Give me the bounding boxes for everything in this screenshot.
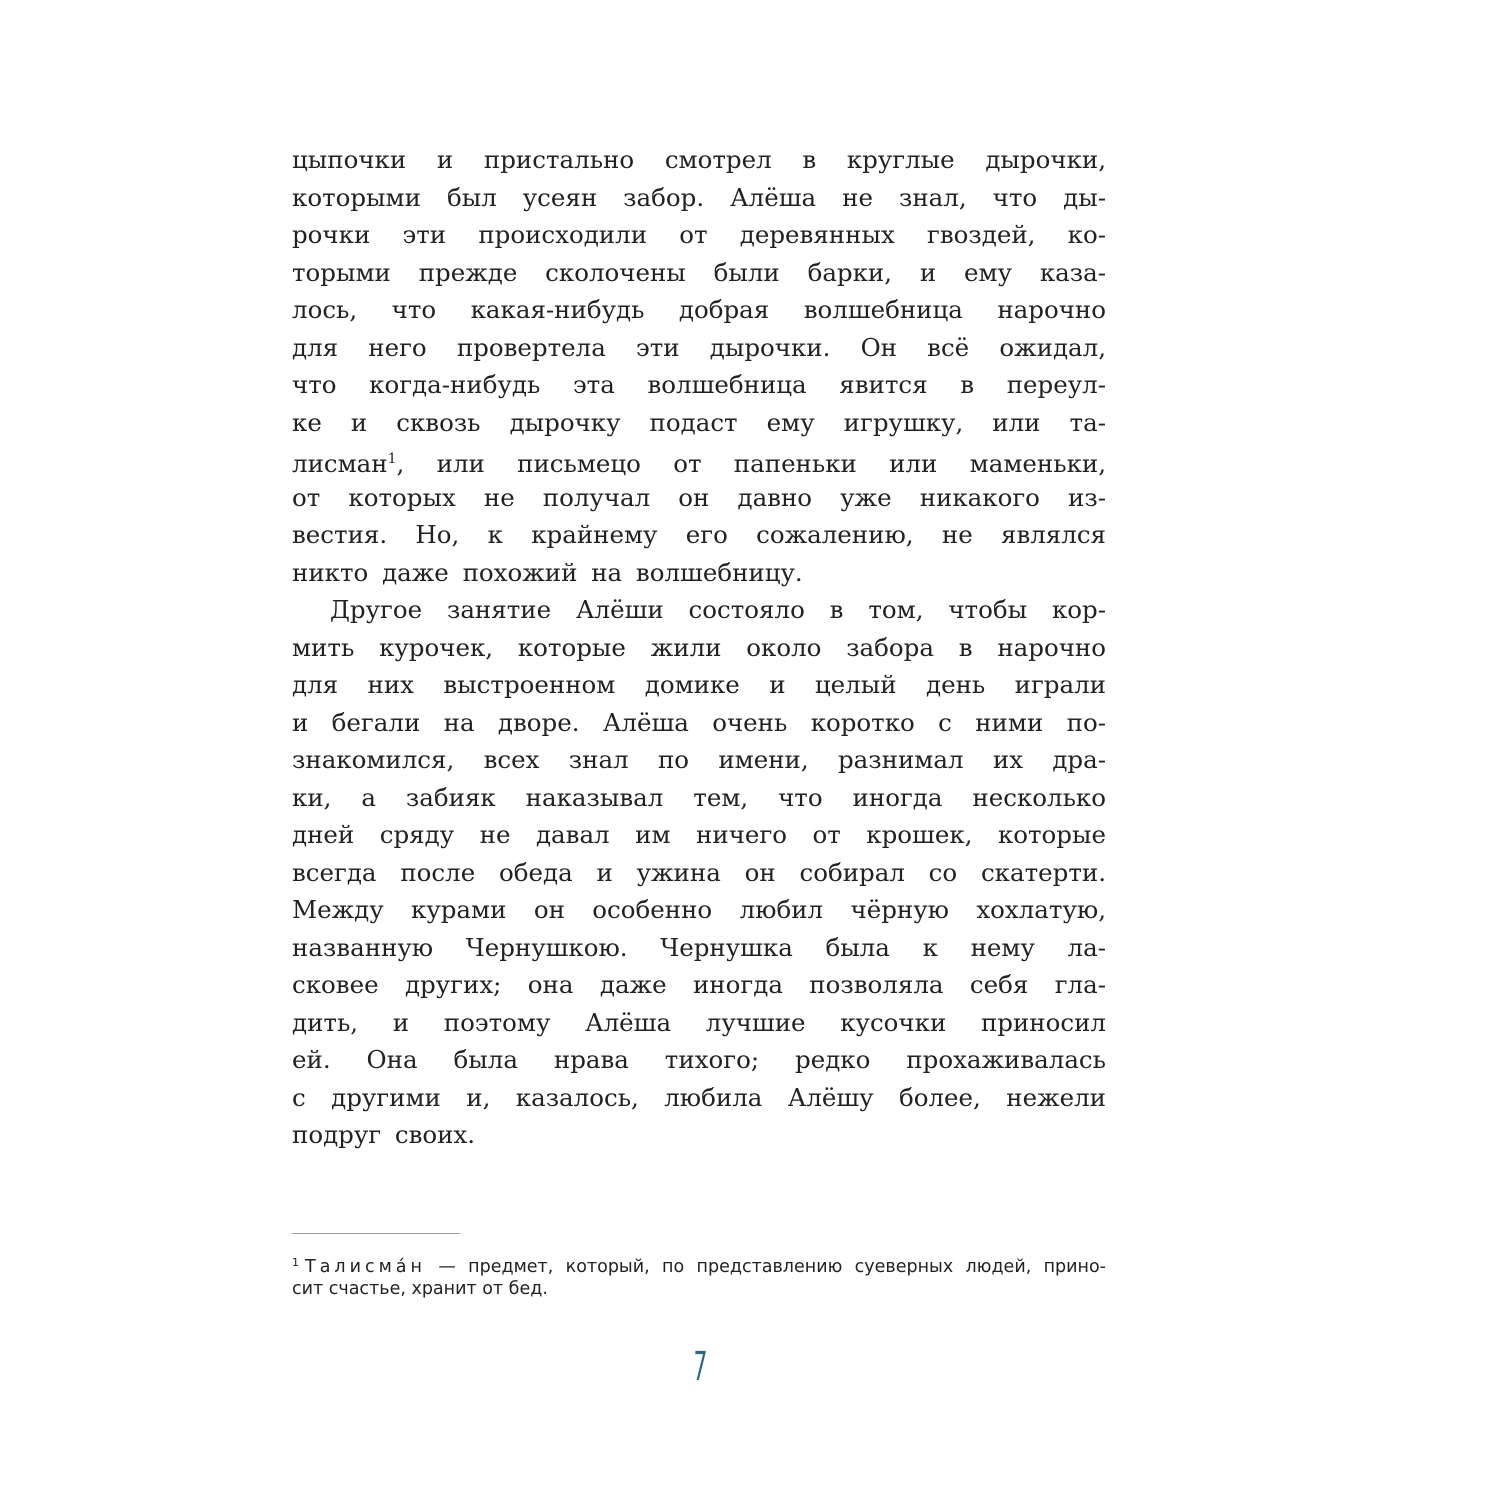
text-line: от которых не получал он давно уже никакого из- bbox=[292, 482, 1106, 512]
text-line: ей. Она была нрава тихого; редко прохаживалась bbox=[292, 1045, 1106, 1074]
paragraph-start-line: Другое занятие Алёши состояло в том, чтобы кор- bbox=[330, 595, 1106, 624]
text-line-with-footnote bbox=[292, 441, 1106, 479]
text-line: вестия. Но, к крайнему его сожалению, не являлся bbox=[292, 520, 1106, 549]
text-line: сковее других; она даже иногда позволяла себя гла- bbox=[292, 970, 1106, 999]
text-line: цыпочки и пристально смотрел в круглые дырочки, bbox=[292, 145, 1106, 174]
text-line: и бегали на дворе. Алёша очень коротко с ними по- bbox=[292, 707, 1106, 737]
text-line: мить курочек, которые жили около забора в нарочно bbox=[292, 632, 1106, 662]
text-line: названную Чернушкою. Чернушка была к нему ла- bbox=[292, 932, 1106, 962]
footnote-divider bbox=[292, 1233, 460, 1234]
text-line: ке и сквозь дырочку подаст ему игрушку, или та- bbox=[292, 407, 1106, 437]
text-line: никто даже похожий на волшебницу. bbox=[292, 557, 803, 587]
text-line: которыми был усеян забор. Алёша не знал, что ды- bbox=[292, 182, 1106, 212]
text-line: всегда после обеда и ужина он собирал со скатерти. bbox=[292, 857, 1106, 887]
text-fragment: лисман bbox=[292, 449, 388, 479]
footnote-definition: — предмет, который, по представлению суеверных людей, прино- bbox=[425, 1257, 1106, 1276]
text-line: для них выстроенном домике и целый день играли bbox=[292, 670, 1106, 699]
text-line: знакомился, всех знал по имени, разнимал их дра- bbox=[292, 745, 1106, 774]
text-line: дней сряду не давал им ничего от крошек, которые bbox=[292, 820, 1106, 849]
text-line: дить, и поэтому Алёша лучшие кусочки приносил bbox=[292, 1007, 1106, 1037]
text-line: для него провертела эти дырочки. Он всё ожидал, bbox=[292, 332, 1106, 362]
text-line: лось, что какая-нибудь добрая волшебница нарочно bbox=[292, 295, 1106, 324]
text-line: торыми прежде сколочены были барки, и ему каза- bbox=[292, 257, 1106, 287]
text-line: с другими и, казалось, любила Алёшу более, нежели bbox=[292, 1082, 1106, 1112]
text-line: подруг своих. bbox=[292, 1120, 476, 1149]
footnote-term: Талисма́н bbox=[305, 1257, 426, 1276]
text-line: Между курами он особенно любил чёрную хохлатую, bbox=[292, 895, 1106, 924]
text-fragment: , или письмецо от папеньки или маменьки, bbox=[396, 449, 1106, 479]
text-line: что когда-нибудь эта волшебница явится в переул- bbox=[292, 370, 1106, 399]
page-number: 7 bbox=[692, 1344, 708, 1390]
footnote bbox=[292, 1250, 1106, 1302]
footnote-line: сит счастье, хранит от бед. bbox=[292, 1279, 548, 1299]
footnote-line bbox=[292, 1250, 1106, 1276]
footnote-reference[interactable]: 1 bbox=[387, 451, 397, 467]
main-text bbox=[292, 141, 1106, 1154]
footnote-marker: 1 bbox=[292, 1256, 299, 1269]
text-line: рочки эти происходили от деревянных гвоздей, ко- bbox=[292, 220, 1106, 249]
text-line: ки, а забияк наказывал тем, что иногда несколько bbox=[292, 782, 1106, 812]
